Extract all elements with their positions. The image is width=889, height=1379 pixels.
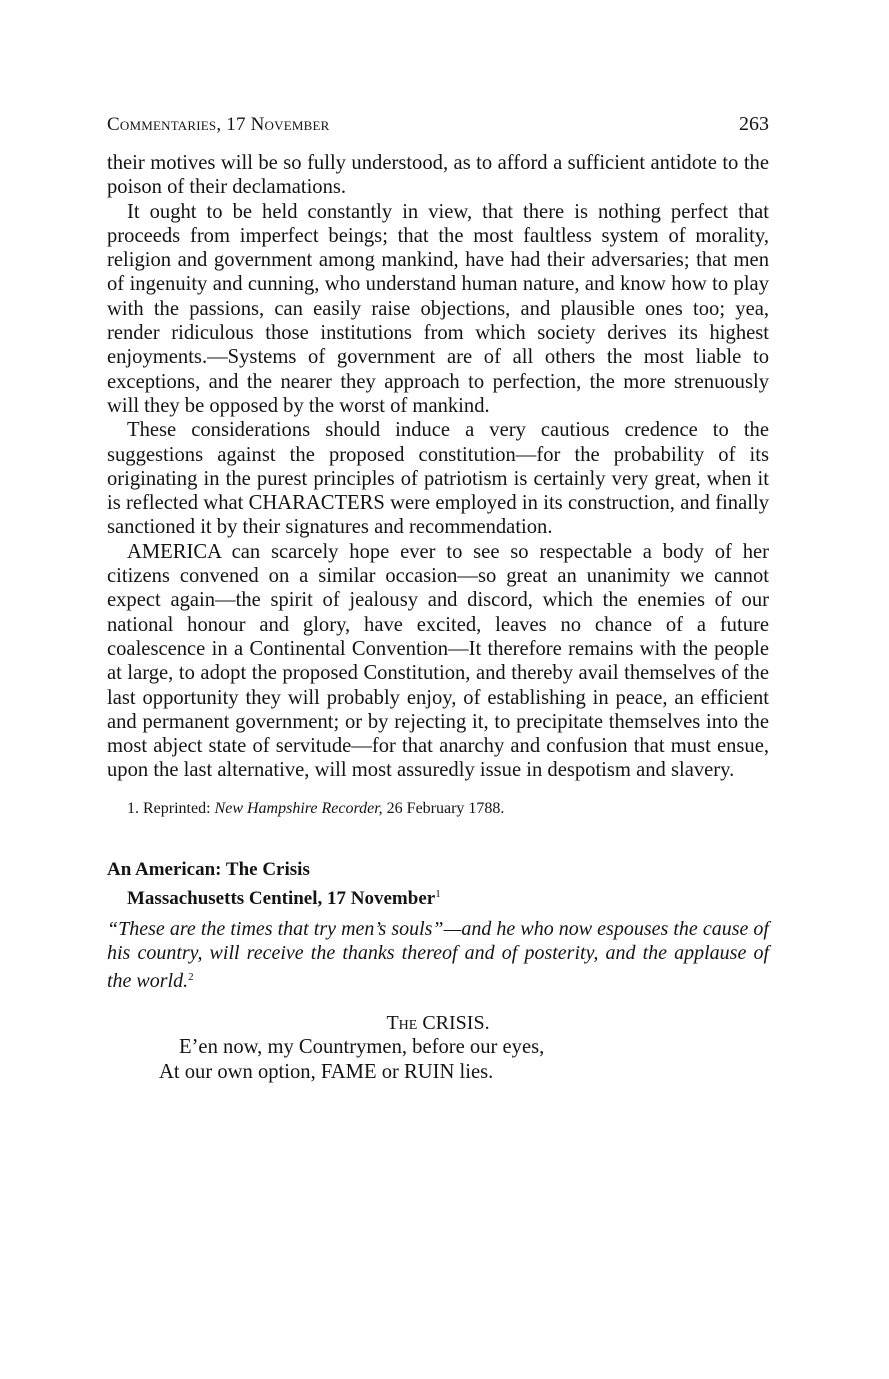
poem-title: The CRISIS. (386, 1011, 490, 1034)
document-source: Massachusetts Centinel, 17 November (127, 887, 436, 909)
paragraph: These considerations should induce a very cautious credence to the suggestions against the proposed constitution—for the probability of its originating in the purest principles of patriotism is certainly very great, when it is reflected what CHARACTERS were employed in its construction, and finally sanctioned it by their signatures and recommendation. (107, 419, 769, 539)
footnote-marker: 2 (188, 970, 194, 983)
footnote-date: 26 February 1788. (382, 799, 505, 817)
footnote-marker: 1 (435, 887, 441, 900)
document-title: An American: The Crisis (107, 858, 310, 880)
paragraph: their motives will be so fully understood, as to afford a sufficient antidote to the poison of their declamations. (107, 152, 769, 199)
running-head (107, 112, 769, 137)
running-head-title: Commentaries, 17 November (107, 114, 330, 135)
epigraph-text: —and he who now espouses the cause of his country, will receive the thanks thereof and of posterity, and the applause of the world. (107, 917, 769, 992)
footnote-prefix: 1. Reprinted: (127, 799, 215, 817)
poem (107, 1035, 769, 1085)
footnote-source: New Hampshire Recorder, (214, 799, 383, 817)
book-page (107, 112, 769, 1085)
paragraph: AMERICA can scarcely hope ever to see so respectable a body of her citizens convened on a similar occasion—so great an unanimity we cannot expect again—the spirit of jealousy and discord, which the enemies of our national honour and glory, have excited, leaves no chance of a future coalescence in a Continental Convention—It therefore remains with the people at large, to adopt the proposed Constitution, and thereby avail themselves of the last opportunity they will probably enjoy, of establishing in peace, an efficient and permanent government; or by rejecting it, to precipitate themselves into the most abject state of servitude—for that anarchy and confusion that must ensue, upon the last alternative, will most assuredly issue in despotism and slavery. (107, 540, 769, 782)
page-number: 263 (739, 113, 769, 135)
poem-line: At our own option, FAME or RUIN lies. (159, 1060, 494, 1083)
document-source-line (107, 882, 769, 911)
epigraph-quote: “These are the times that try men’s souls” (107, 917, 444, 940)
epigraph (107, 917, 769, 993)
commentary-text (107, 151, 769, 783)
footnote (107, 799, 769, 819)
poem-line: E’en now, my Countrymen, before our eyes, (179, 1035, 545, 1058)
paragraph: It ought to be held constantly in view, that there is nothing perfect that proceeds from imperfect beings; that the most faultless system of morality, religion and government among mankind, have had their adversaries; that men of ingenuity and cunning, who understand human nature, and know how to play with the passions, can easily raise objections, and plausible ones too; yea, render ridiculous those institutions from which society derives its highest enjoyments.—Systems of government are of all others the most liable to exceptions, and the nearer they approach to perfection, the more strenuously will they be opposed by the worst of mankind. (107, 200, 769, 417)
document-heading (107, 858, 769, 911)
